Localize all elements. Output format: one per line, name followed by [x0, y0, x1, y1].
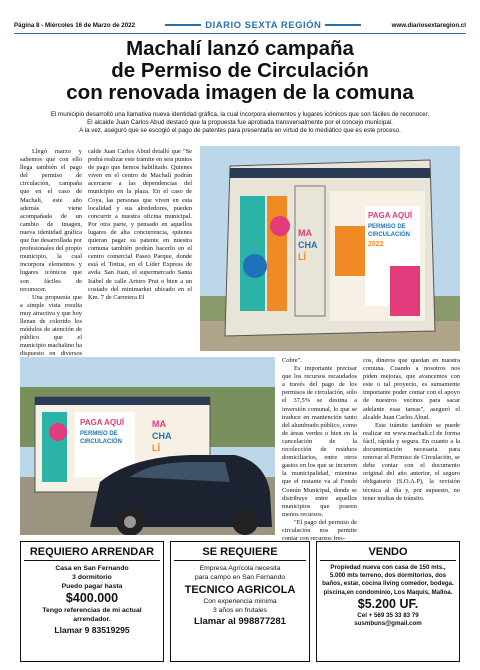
article-paragraph: Es importante precisar que los recursos recaudados a través del pago de los permisos de circulación, sólo el 37,5% se destina a inversión comunal, lo que se traduce en mantención tanto del alumbrado público, como de áreas verdes o bien en la cancelación de la recolección de residuos domiciliarios, entre otros gastos en los que se incurren la municipalidad, mientras que el restante va al Fondo Común Municipal, donde se distribuye entre aquellos municipios que poseen menos recursos. [282, 365, 357, 518]
ad-line: baños, estar, cocina living comedor, bodega. [322, 580, 454, 588]
car-photo-sign-line-1: PAGA AQUÍ [80, 418, 125, 427]
brand-name: DIARIO SEXTA REGIÓN [205, 19, 322, 31]
article-paragraph: Llegó marzo y sabemos que con ello llega también el pago del permiso de circulación, campaña que en el caso de Machalí, este año además viene acompañada de un cambio de imagen, nueva identidad gráfica que fue desarrollada por profesionales del propio municipio, la cual incorpora elementos y lugares icónicos que son fáciles de reconocer. [20, 148, 82, 293]
car-photo-brand-2: CHA [152, 431, 172, 441]
ad-title: VENDO [320, 546, 456, 561]
car-photo-sign-line-3: CIRCULACIÓN [80, 439, 122, 445]
ad-line: 3 dormitorio [72, 574, 112, 581]
headline-line-2: de Permiso de Circulación [111, 59, 369, 82]
ad-title: SE REQUIERE [174, 546, 306, 561]
article-column-2 [88, 148, 192, 302]
brand-rule-left [165, 24, 201, 26]
article-paragraph: Este trámite también se puede realizar en www.machali.cl de forma fácil, rápida y segura. En cuanto a la documentación necesaria para renovar el Permiso de Circulación, se debe contar con el documento original del año anterior, el seguro obligatorio (S.O.A.P), la revisión técnica al día y, por supuesto, no tener multas de tránsito. [363, 421, 460, 502]
article-paragraph: calde Juan Carlos Abud detalló que "Se podrá realizar este trámite en seis puntos de pago que hemos habilitado. Quienes viven en el centro de Machalí podrán acercarse a las dependencias del municipio en la plaza. En el caso de Coya, las personas que viven en esta localidad y sus alrededores, pueden concurrir a nuestra oficina municipal. Por otra parte, y pensado en aquellos lugares de alta concurrencia, quienes quieran pagar su patente en nuestra comuna también podrán hacerlo en el centro comercial Paseo Parque, donde está el Tottus, en el Líder Express de avda. San Juan, el supermercado Santa Isabel de calle Arturo Prat o bien a un costado del minimarket ubicado en el Km. 7 de Carretera El [88, 148, 192, 301]
ad-line: 3 años en frutales [212, 607, 268, 614]
page-header [14, 18, 466, 32]
car-photo-brand-1: MA [152, 419, 166, 429]
ad-line: Tengo referencias de mi actual arrendador. [42, 607, 142, 623]
ad-phone: Llamar al 998877281 [194, 616, 286, 627]
kiosk-photo-car [20, 357, 275, 535]
ad-title: REQUIERO ARRENDAR [24, 546, 160, 561]
headline-line-1: Machalí lanzó campaña [126, 37, 354, 60]
ad-line: Empresa Agrícola necesita [199, 565, 281, 572]
ad-line: Casa en San Fernando [55, 565, 129, 572]
article-paragraph: Una propuesta que a simple vista resulta muy atractiva y que hoy llenan de colorido los módulos de atención de público que el municipio machalino ha dispuesto en diversos [20, 293, 82, 358]
page-date: Página 8 - Miércoles 16 de Marzo de 2022 [14, 21, 136, 29]
ad-phone: Cel + 569 35 33 83 79 [357, 611, 419, 619]
article-paragraph: "El pago del permiso de circulación nos permite contar con recursos fres- [282, 518, 357, 543]
classified-ad-rent [20, 541, 164, 662]
header-divider [14, 33, 466, 34]
subhead-line-1: El municipio desarrolló una llamativa nueva identidad gráfica, la cual incorpora elementos y lugares icónicos que son fáciles de reconocer. [50, 111, 430, 118]
kiosk-brand-1: MA [298, 228, 312, 238]
car-photo-brand-3: LÍ [152, 443, 160, 453]
kiosk-sign-year: 2022 [368, 241, 384, 248]
headline-line-3: con renovada imagen de la comuna [66, 81, 414, 104]
ad-line: 5.000 mts terreno, dos dormitorios, dos [329, 572, 447, 580]
subhead-line-3: A la vez, aseguró que se escogió el pago de patentes para presentarla en virtud de lo mediático que es este proceso. [79, 127, 401, 134]
kiosk-sign-line-3: CIRCULACIÓN [368, 232, 410, 238]
brand-rule-right [325, 24, 361, 26]
ad-email[interactable]: susmbuns@gmail.com [354, 620, 422, 628]
kiosk-photo-main [200, 146, 460, 351]
kiosk-sign-line-2: PERMISO DE [368, 224, 406, 230]
kiosk-sign-line-1: PAGA AQUÍ [368, 211, 413, 220]
article-paragraph: Cobre". [282, 357, 302, 364]
subhead [20, 111, 460, 135]
kiosk-brand-3: LÍ [298, 252, 306, 262]
classified-ad-job [170, 541, 310, 662]
ad-line: Puedo pagar hasta [61, 583, 123, 590]
article-paragraph: cos, dineros que quedan en nuestra comuna. Cuando a nosotros nos piden mejoras, que avancemos con este o tal proyecto, es sumamente importante poder contar con el apoyo de nuestros vecinos para sacar adelante esas tareas", aseguró el alcalde Juan Carlos Abud. [363, 357, 460, 421]
ad-price: $400.000 [65, 591, 119, 605]
kiosk-brand-2: CHA [298, 240, 318, 250]
subhead-line-2: El alcalde Juan Carlos Abud destacó que la propuesta fue aprobada transversalmente por el concejo municipal. [87, 119, 393, 126]
website-link[interactable]: www.diariosextaregion.cl [391, 21, 466, 29]
article-column-3 [282, 357, 357, 543]
classified-ad-sale [316, 541, 460, 662]
ad-line: para campo en San Fernando [194, 574, 286, 581]
article-column-4 [363, 357, 460, 503]
ad-phone: Llamar 9 83519295 [54, 625, 130, 635]
ad-line: Con experiencia mínima [203, 598, 277, 605]
newspaper-brand [135, 20, 392, 31]
headline [14, 38, 466, 104]
ad-price: $5.200 UF. [357, 596, 419, 611]
ad-role: TECNICO AGRICOLA [184, 584, 296, 596]
car-photo-sign-line-2: PERMISO DE [80, 431, 118, 437]
ad-line: piscina,en condominio, Los Maquis, Malloa. [323, 588, 453, 596]
ad-line: Propiedad nueva con casa de 150 mts., [330, 564, 446, 571]
